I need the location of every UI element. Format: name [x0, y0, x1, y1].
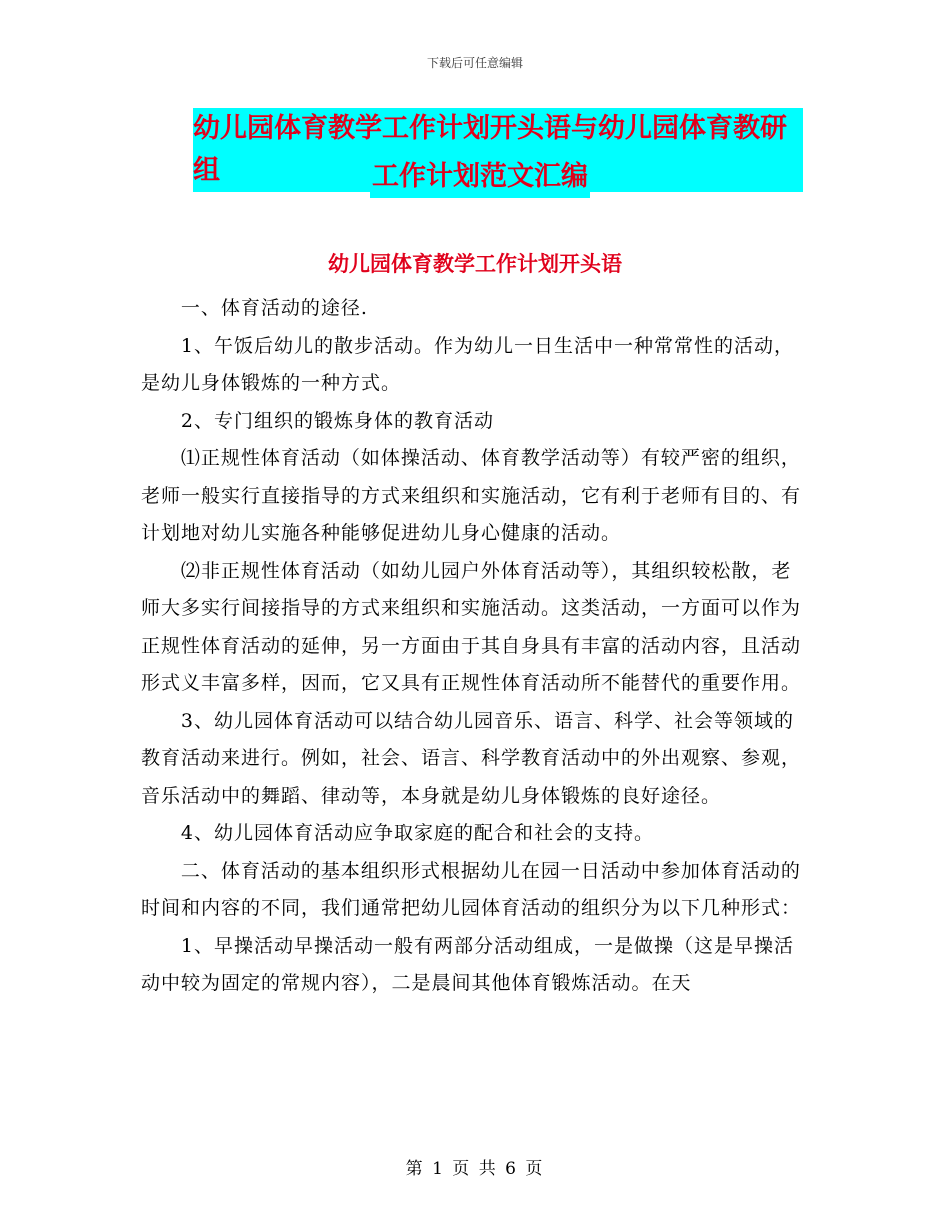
paragraph: 3、幼儿园体育活动可以结合幼儿园音乐、语言、科学、社会等领域的教育活动来进行。例如，社会、语言、科学教育活动中的外出观察、参观，音乐活动中的舞蹈、律动等，本身就是幼儿身体锻炼的良好途径。	[141, 709, 802, 807]
section-title: 幼儿园体育教学工作计划开头语	[328, 252, 622, 276]
paragraph: 1、午饭后幼儿的散步活动。作为幼儿一日生活中一种常常性的活动，是幼儿身体锻炼的一种方式。	[141, 334, 794, 394]
paragraph: 一、体育活动的途径.	[180, 297, 368, 319]
paragraph: 二、体育活动的基本组织形式根据幼儿在园一日活动中参加体育活动的时间和内容的不同，我们通常把幼儿园体育活动的组织分为以下几种形式：	[141, 859, 802, 919]
title-line-2: 工作计划范文汇编	[370, 156, 590, 198]
paragraph: ⑵非正规性体育活动（如幼儿园户外体育活动等），其组织较松散，老师大多实行间接指导的方式来组织和实施活动。这类活动，一方面可以作为正规性体育活动的延伸，另一方面由于其自身具有丰富的活动内容，且活动形式义丰富多样，因而，它又具有正规性体育活动所不能替代的重要作用。	[141, 559, 802, 694]
document-body	[141, 290, 809, 1003]
page-footer: 第 1 页 共 6 页	[405, 1159, 545, 1179]
paragraph: 2、专门组织的锻炼身体的教育活动	[180, 409, 494, 432]
header-note: 下载后可任意编辑	[426, 56, 523, 70]
paragraph: ⑴正规性体育活动（如体操活动、体育教学活动等）有较严密的组织，老师一般实行直接指导的方式来组织和实施活动，它有利于老师有目的、有计划地对幼儿实施各种能够促进幼儿身心健康的活动。	[141, 447, 802, 544]
paragraph: 1、早操活动早操活动一般有两部分活动组成，一是做操（这是早操活动中较为固定的常规内容），二是晨间其他体育锻炼活动。在天	[141, 934, 794, 994]
paragraph: 4、幼儿园体育活动应争取家庭的配合和社会的支持。	[180, 822, 654, 844]
title-line-1: 幼儿园体育教学工作计划开头语与幼儿园体育教研组	[193, 108, 803, 192]
